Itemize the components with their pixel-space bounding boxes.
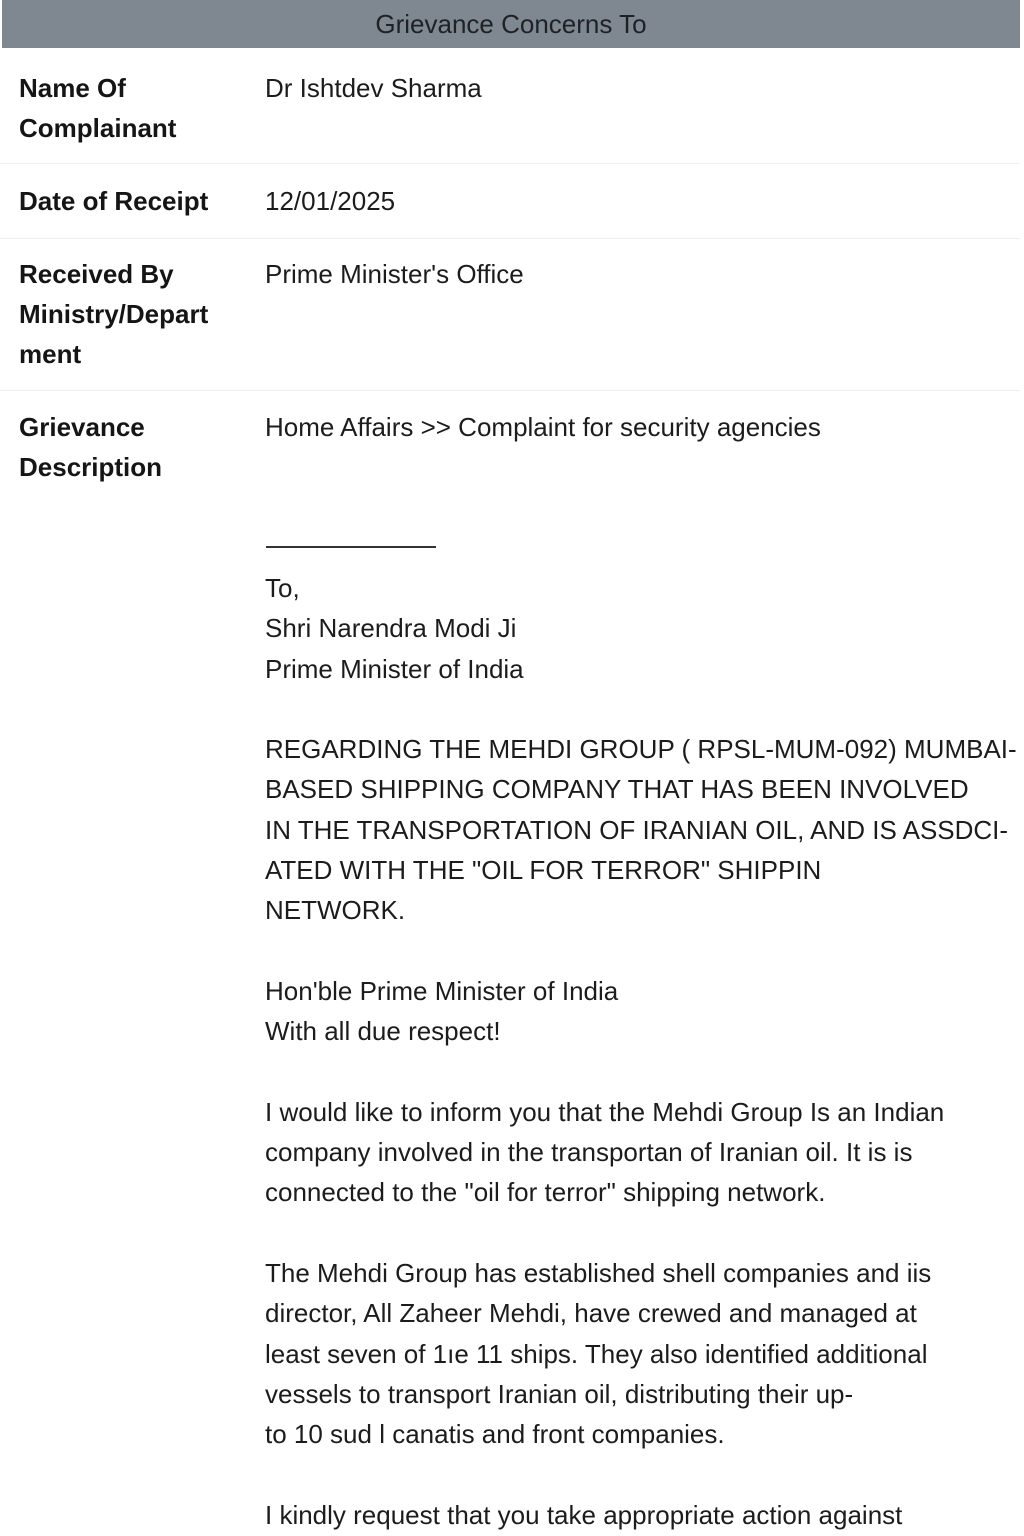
letter-line: vessels to transport Iranian oil, distributing their up- — [265, 1378, 854, 1409]
letter-line: company involved in the transportan of Iranian oil. It is is — [265, 1137, 913, 1168]
received-by-label-line: Ministry/Depart — [19, 299, 209, 329]
received-by-label-line: Received By — [19, 259, 174, 289]
letter-line: connected to the "oil for terror" shipping network. — [265, 1177, 826, 1208]
description-label — [19, 407, 234, 487]
complainant-value: Dr Ishtdev Sharma — [265, 73, 482, 103]
row-divider — [0, 163, 1020, 164]
description-label-line: Description — [19, 452, 163, 482]
letter-line — [265, 1455, 1015, 1495]
letter-line: To, — [265, 573, 300, 603]
received-by-label — [19, 254, 234, 374]
letter-line: NETWORK. — [265, 895, 406, 926]
row-divider — [0, 238, 1020, 239]
letter-line: least seven of 1ıe 11 ships. They also identified additional — [265, 1338, 928, 1369]
complainant-label-line: Complainant — [19, 113, 177, 143]
letter-line: I kindly request that you take appropriate action against — [265, 1499, 903, 1530]
letter-line: to 10 sud l canatis and front companies. — [265, 1419, 725, 1450]
letter-line: Shri Narendra Modi Ji — [265, 613, 517, 644]
letter-line: IN THE TRANSPORTATION OF IRANIAN OIL, AND IS ASSDCI- — [265, 814, 1009, 845]
letter-line: With all due respect! — [265, 1016, 501, 1047]
receipt-date-value: 12/01/2025 — [265, 186, 396, 216]
received-by-value: Prime Minister's Office — [265, 259, 524, 289]
row-divider — [0, 390, 1020, 391]
complainant-label — [19, 68, 234, 148]
letter-line: REGARDING THE MEHDI GROUP ( RPSL-MUM-092) MUMBAI- — [265, 734, 1017, 765]
letter-line — [265, 1052, 1015, 1092]
letter-body — [265, 568, 1015, 1535]
section-header: Grievance Concerns To — [2, 0, 1020, 48]
letter-line — [265, 1213, 1015, 1253]
letter-line — [265, 689, 1015, 729]
description-category: Home Affairs >> Complaint for security agencies — [265, 412, 821, 442]
received-by-label-line: ment — [19, 339, 82, 369]
complainant-label-line: Name Of — [19, 73, 126, 103]
letter-line: BASED SHIPPING COMPANY THAT HAS BEEN INVOLVED — [265, 774, 969, 805]
letter-line: ATED WITH THE "OIL FOR TERROR" SHIPPIN — [265, 855, 822, 886]
separator-rule — [266, 546, 436, 548]
letter-line: Hon'ble Prime Minister of India — [265, 975, 619, 1006]
letter-line: The Mehdi Group has established shell companies and iis — [265, 1258, 932, 1289]
letter-line: Prime Minister of India — [265, 653, 524, 684]
letter-line: I would like to inform you that the Mehdi Group Is an Indian — [265, 1096, 945, 1127]
letter-line — [265, 931, 1015, 971]
letter-line: director, All Zaheer Mehdi, have crewed and managed at — [265, 1298, 917, 1329]
description-label-line: Grievance — [19, 412, 145, 442]
receipt-date-label: Date of Receipt — [19, 186, 209, 216]
